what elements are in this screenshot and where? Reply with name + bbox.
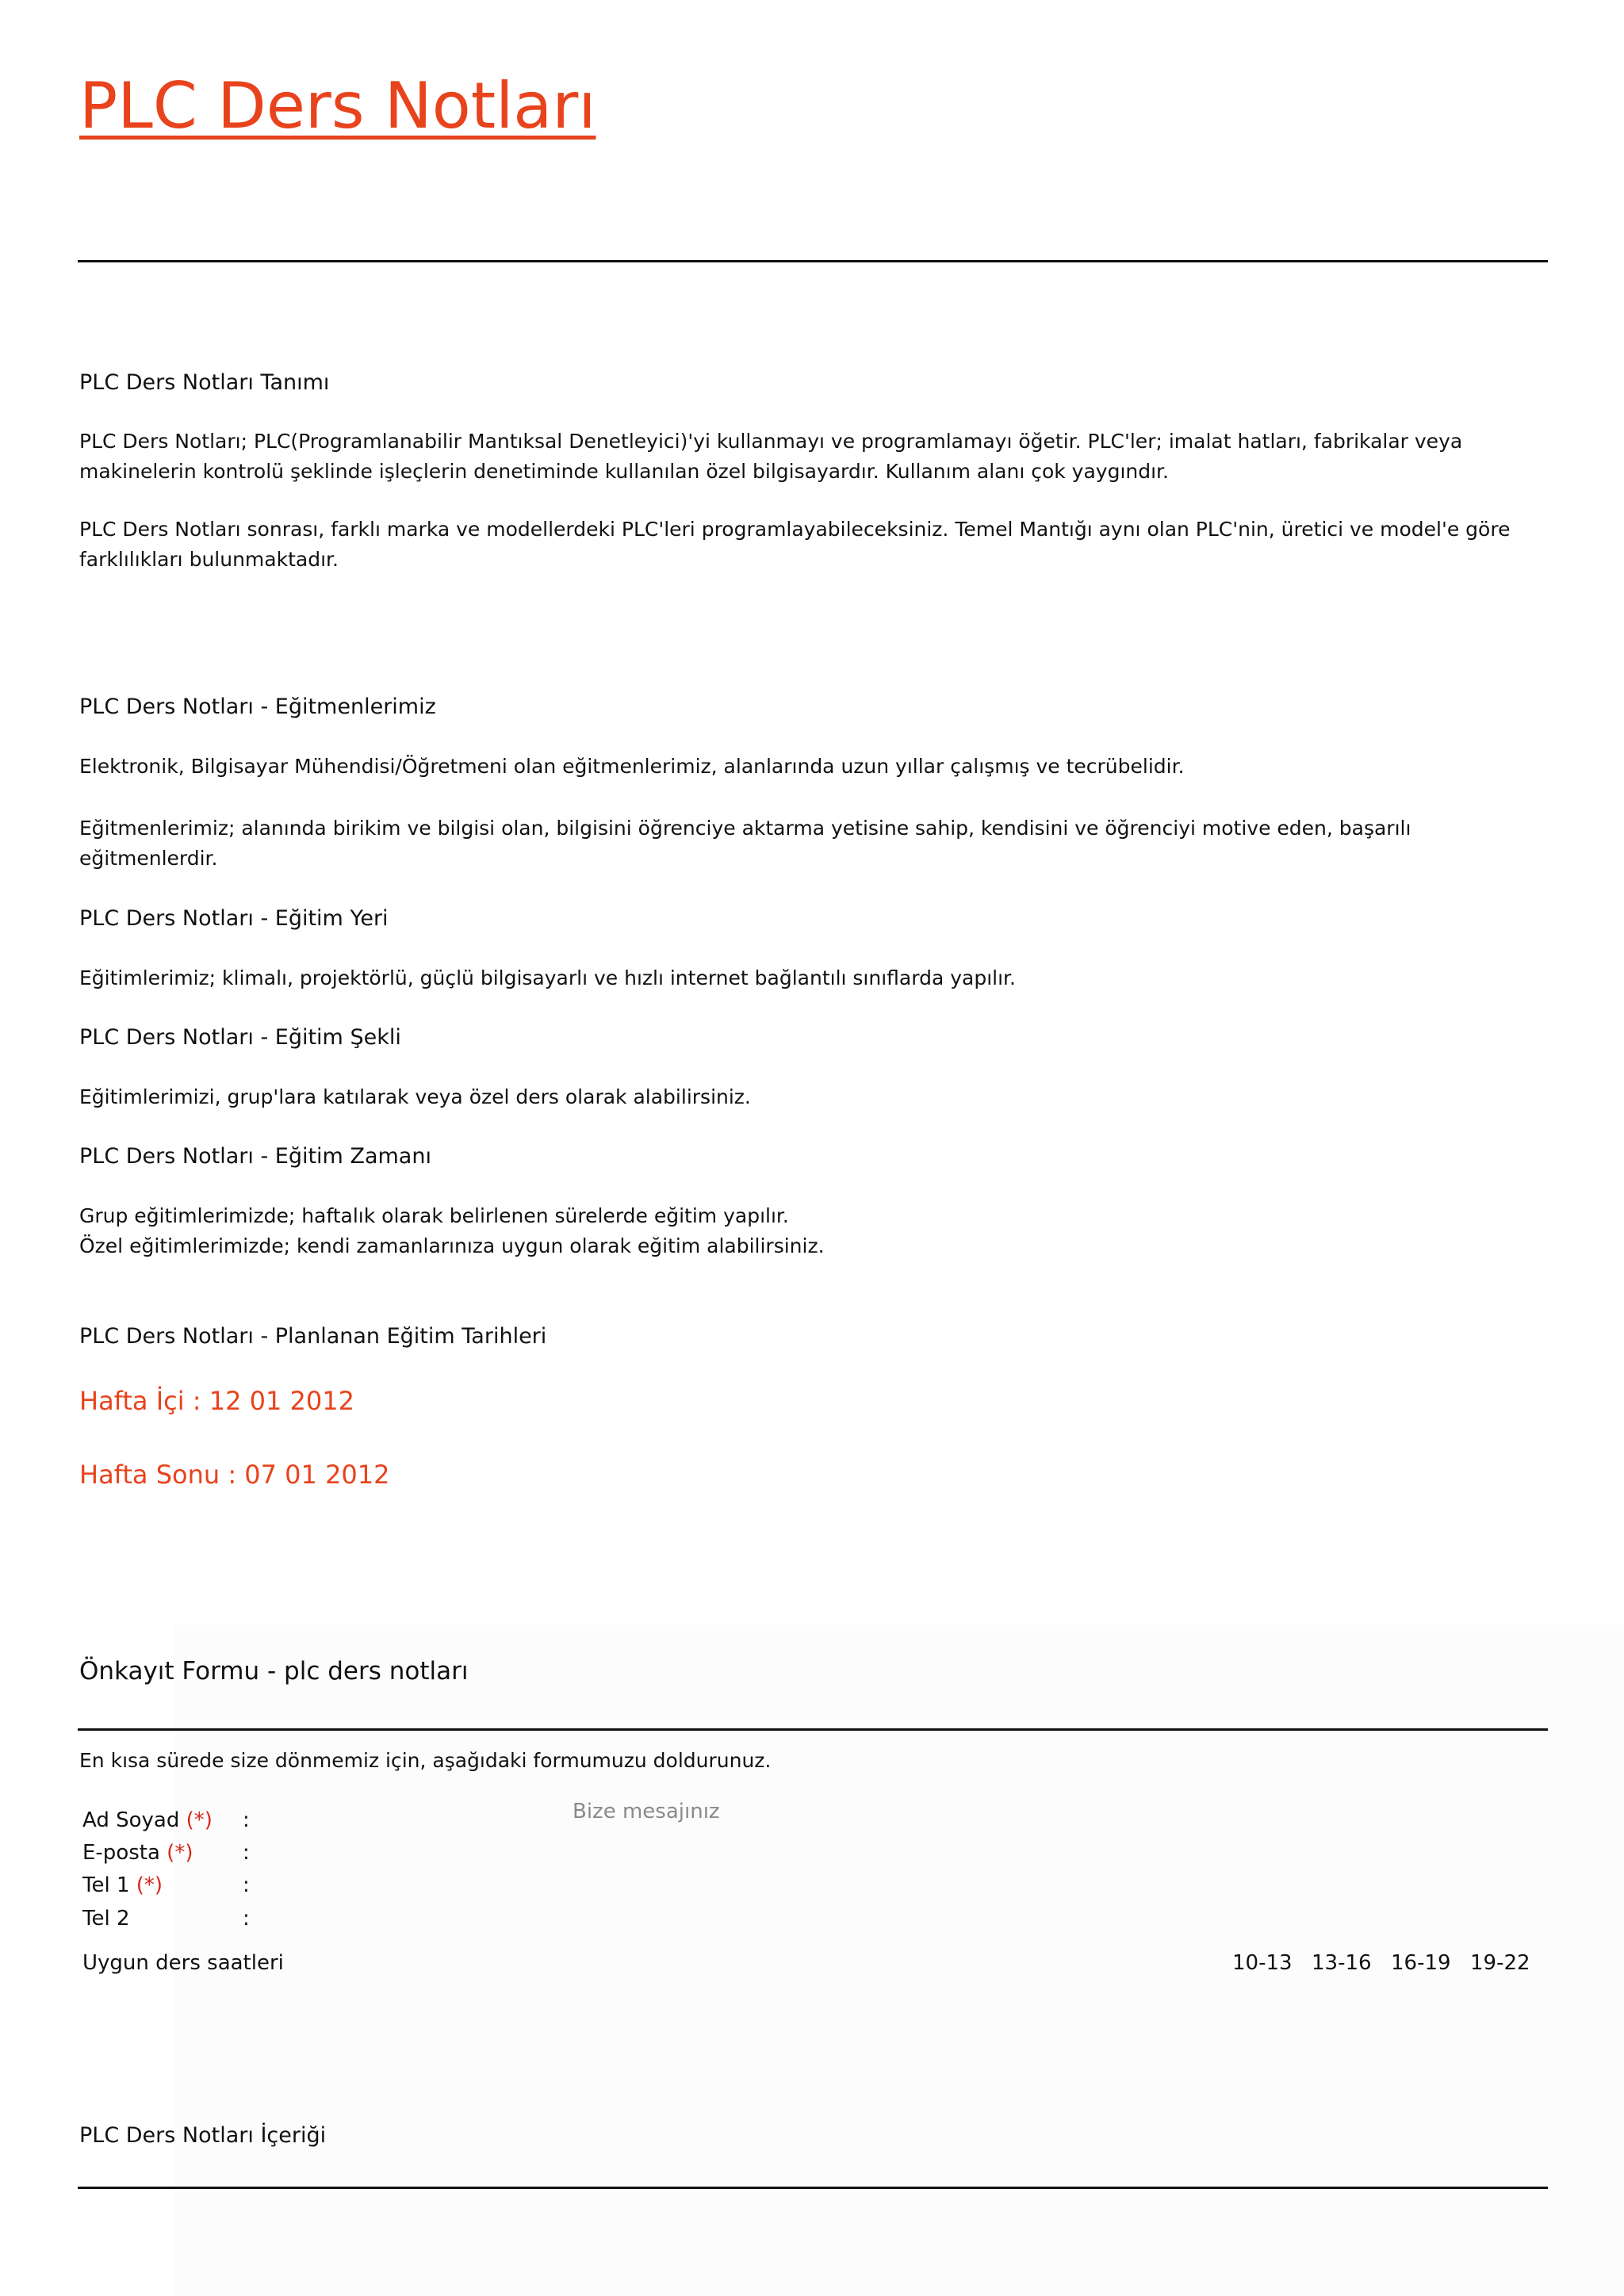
paragraph-yer: Eğitimlerimiz; klimalı, projektörlü, güçlü bilgisayarlı ve hızlı internet bağlantılı sınıflarda yapılır. xyxy=(79,966,1016,989)
weekend-date: Hafta Sonu : 07 01 2012 xyxy=(79,1460,390,1490)
colon: : xyxy=(243,1907,250,1931)
form-title: Önkayıt Formu - plc ders notları xyxy=(79,1657,469,1686)
required-marker: (*) xyxy=(167,1841,193,1865)
hour-option-19-22[interactable]: 19-22 xyxy=(1470,1951,1530,1975)
paragraph-egitmen-2: Eğitmenlerimiz; alanında birikim ve bilgisi olan, bilgisini öğrenciye aktarma yetisine sahip, kendisini ve öğrenciyi motive eden, başarılı eğitmenlerdir. xyxy=(79,817,1411,870)
divider xyxy=(78,2187,1548,2189)
paragraph-tanim-2: PLC Ders Notları sonrası, farklı marka ve modellerdeki PLC'leri programlayabileceksiniz. Temel Mantığı aynı olan PLC'nin, üretici ve model'e göre farklılıkları bulunmaktadır. xyxy=(79,518,1511,571)
label-email: E-posta xyxy=(82,1841,160,1865)
required-marker: (*) xyxy=(136,1873,163,1897)
field-label-email xyxy=(82,1837,193,1869)
section-heading-sekil: PLC Ders Notları - Eğitim Şekli xyxy=(79,1025,401,1050)
name-input[interactable] xyxy=(262,1808,527,1836)
section-heading-egitmen: PLC Ders Notları - Eğitmenlerimiz xyxy=(79,695,436,719)
paragraph-egitmen-1: Elektronik, Bilgisayar Mühendisi/Öğretmeni olan eğitmenlerimiz, alanlarında uzun yıllar çalışmış ve tecrübelidir. xyxy=(79,755,1185,778)
section-heading-tanim: PLC Ders Notları Tanımı xyxy=(79,370,330,395)
required-marker: (*) xyxy=(186,1808,213,1832)
paragraph-tanim-1: PLC Ders Notları; PLC(Programlanabilir Mantıksal Denetleyici)'yi kullanmayı ve programlamayı öğetir. PLC'ler; imalat hatları, fabrikalar veya makinelerin kontrolü şeklinde işleçlerin denetiminde kullanılan özel bilgisayardır. Kullanım alanı çok yaygındır. xyxy=(79,430,1463,483)
label-tel2: Tel 2 xyxy=(82,1907,130,1931)
colon: : xyxy=(243,1841,250,1865)
weekday-date: Hafta İçi : 12 01 2012 xyxy=(79,1386,354,1416)
section-heading-icerik: PLC Ders Notları İçeriği xyxy=(79,2123,327,2148)
divider xyxy=(78,260,1548,262)
divider xyxy=(78,1728,1548,1731)
tel2-input[interactable] xyxy=(262,1906,527,1934)
paragraph-zaman-2: Özel eğitimlerimizde; kendi zamanlarınıza uygun olarak eğitim alabilirsiniz. xyxy=(79,1234,825,1257)
colon: : xyxy=(243,1873,250,1897)
field-label-tel2 xyxy=(82,1903,130,1934)
hours-label: Uygun ders saatleri xyxy=(82,1951,284,1975)
tel1-input[interactable] xyxy=(262,1873,527,1901)
label-tel1: Tel 1 xyxy=(82,1873,130,1897)
paragraph-zaman-1: Grup eğitimlerimizde; haftalık olarak belirlenen sürelerde eğitim yapılır. xyxy=(79,1204,789,1227)
section-heading-yer: PLC Ders Notları - Eğitim Yeri xyxy=(79,906,389,931)
label-name: Ad Soyad xyxy=(82,1808,180,1832)
field-label-tel1 xyxy=(82,1869,163,1901)
section-heading-tarih: PLC Ders Notları - Planlanan Eğitim Tarihleri xyxy=(79,1324,547,1349)
paragraph-sekil: Eğitimlerimizi, grup'lara katılarak veya özel ders olarak alabilirsiniz. xyxy=(79,1085,751,1108)
colon: : xyxy=(243,1808,250,1832)
email-input[interactable] xyxy=(262,1840,527,1869)
hour-option-13-16[interactable]: 13-16 xyxy=(1312,1951,1372,1975)
form-intro: En kısa sürede size dönmemiz için, aşağıdaki formumuzu doldurunuz. xyxy=(79,1749,772,1772)
hour-option-16-19[interactable]: 16-19 xyxy=(1391,1951,1451,1975)
site-title-link[interactable]: PLC Ders Notları xyxy=(79,69,596,143)
message-textarea[interactable] xyxy=(565,1800,1207,1911)
section-heading-zaman: PLC Ders Notları - Eğitim Zamanı xyxy=(79,1144,431,1169)
hour-option-10-13[interactable]: 10-13 xyxy=(1232,1951,1293,1975)
field-label-name xyxy=(82,1804,213,1836)
